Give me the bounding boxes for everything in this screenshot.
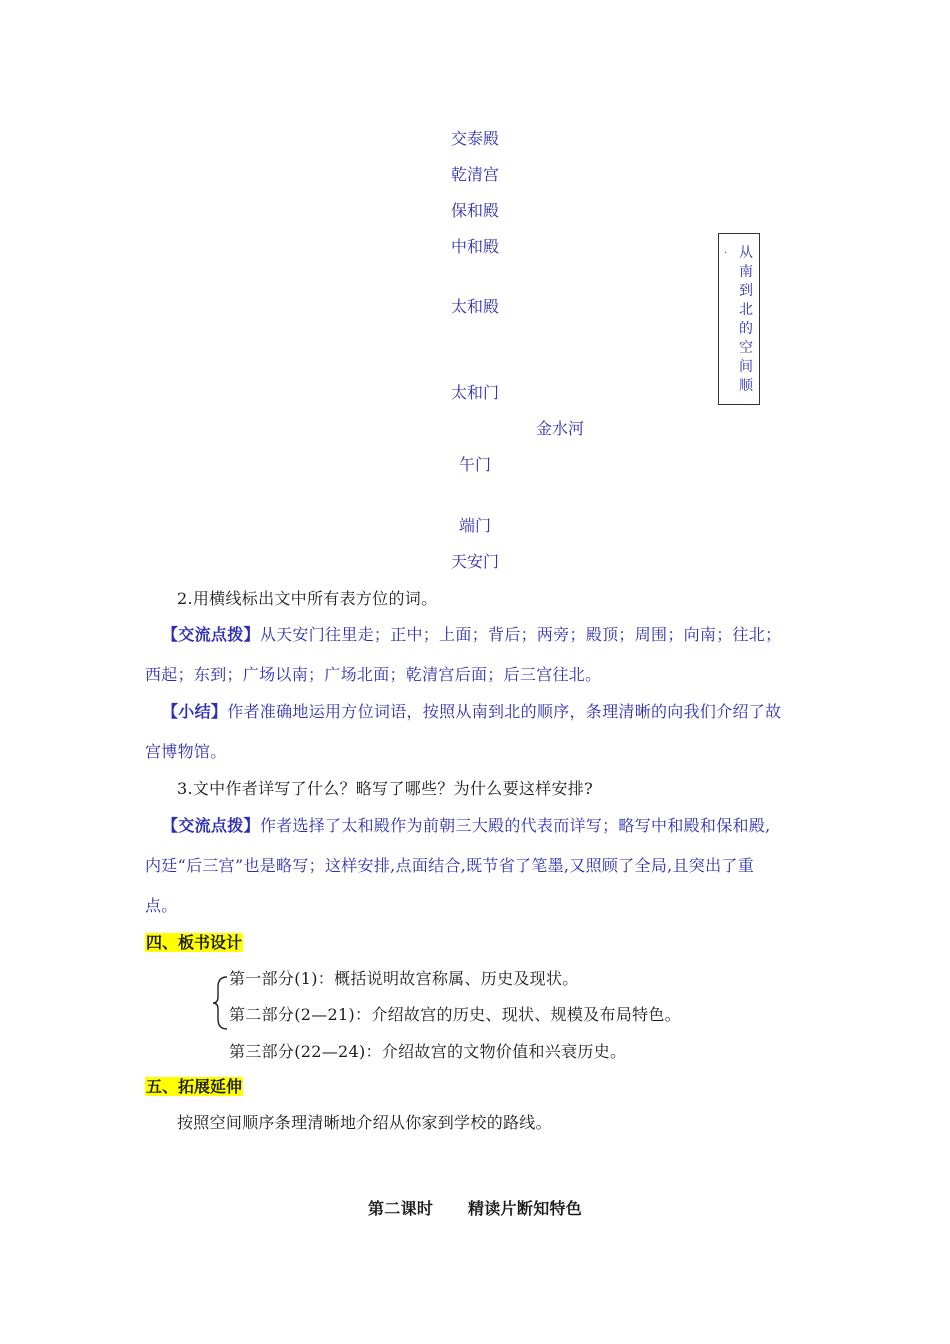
q2-summary-line2: 宫博物馆。 [145,742,227,761]
question-3: 3.文中作者详写了什么？略写了哪些？为什么要这样安排? [177,779,593,798]
q3-tip-label: 【交流点拨】 [162,816,260,835]
diagram-node-wumen: 午门 [459,455,492,474]
question-2: 2.用横线标出文中所有表方位的词。 [177,589,438,608]
q2-summary-label: 【小结】 [162,702,228,721]
brace-icon [212,975,230,1031]
diagram-node-jiaotaidian: 交泰殿 [451,129,500,148]
diagram-node-taihemen: 太和门 [451,383,500,402]
board-part-3: 第三部分(22—24)：介绍故宫的文物价值和兴衰历史。 [229,1042,627,1061]
diagram-node-qianqinggong: 乾清宫 [451,165,500,184]
q2-tip-line1 [162,622,781,645]
section-5-body: 按照空间顺序条理清晰地介绍从你家到学校的路线。 [177,1113,552,1132]
q3-tip-line1 [162,813,771,836]
q2-summary-line1 [162,699,781,722]
board-part-1: 第一部分(1)：概括说明故宫称属、历史及现状。 [229,969,579,988]
section-5-heading-text: 五、拓展延伸 [146,1077,243,1096]
q2-tip-text1: 从天安门往里走；正中；上面；背后；两旁；殿顶；周围；向南；往北； [259,625,782,644]
lesson-2-label: 第二课时 [368,1199,434,1218]
q3-tip-text1: 作者选择了太和殿作为前朝三大殿的代表而详写；略写中和殿和保和殿, [259,816,771,835]
diagram-node-jinshuihe: 金水河 [536,419,585,438]
diagram-node-zhonghedian: 中和殿 [451,237,500,256]
diagram-node-baohedian: 保和殿 [451,201,500,220]
q3-tip-line3: 点。 [145,896,178,915]
diagram-node-duanmen: 端门 [459,516,492,535]
q2-tip-label: 【交流点拨】 [162,625,260,644]
diagram-node-taihedian: 太和殿 [451,297,500,316]
lesson-2-title: 精读片断知特色 [468,1199,583,1218]
diagram-node-tiananmen: 天安门 [451,552,500,571]
section-4-heading [145,930,243,953]
q2-summary-text1: 作者准确地运用方位词语，按照从南到北的顺序，条理清晰的向我们介绍了故 [227,702,782,721]
section-4-heading-text: 四、板书设计 [146,933,243,952]
q3-tip-line2: 内廷“后三宫”也是略写；这样安排,点面结合,既节省了笔墨,又照顾了全局,且突出了重 [145,856,755,875]
board-part-2: 第二部分(2—21)：介绍故宫的历史、现状、规模及布局特色。 [229,1005,682,1024]
order-label-text: 从南到北的空间顺 [739,245,753,394]
order-label-box [718,233,760,405]
section-5-heading [145,1074,243,1097]
q2-tip-line2: 西起；东到；广场以南；广场北面；乾清宫后面；后三宫往北。 [145,665,602,684]
box-marker: · [724,248,728,259]
